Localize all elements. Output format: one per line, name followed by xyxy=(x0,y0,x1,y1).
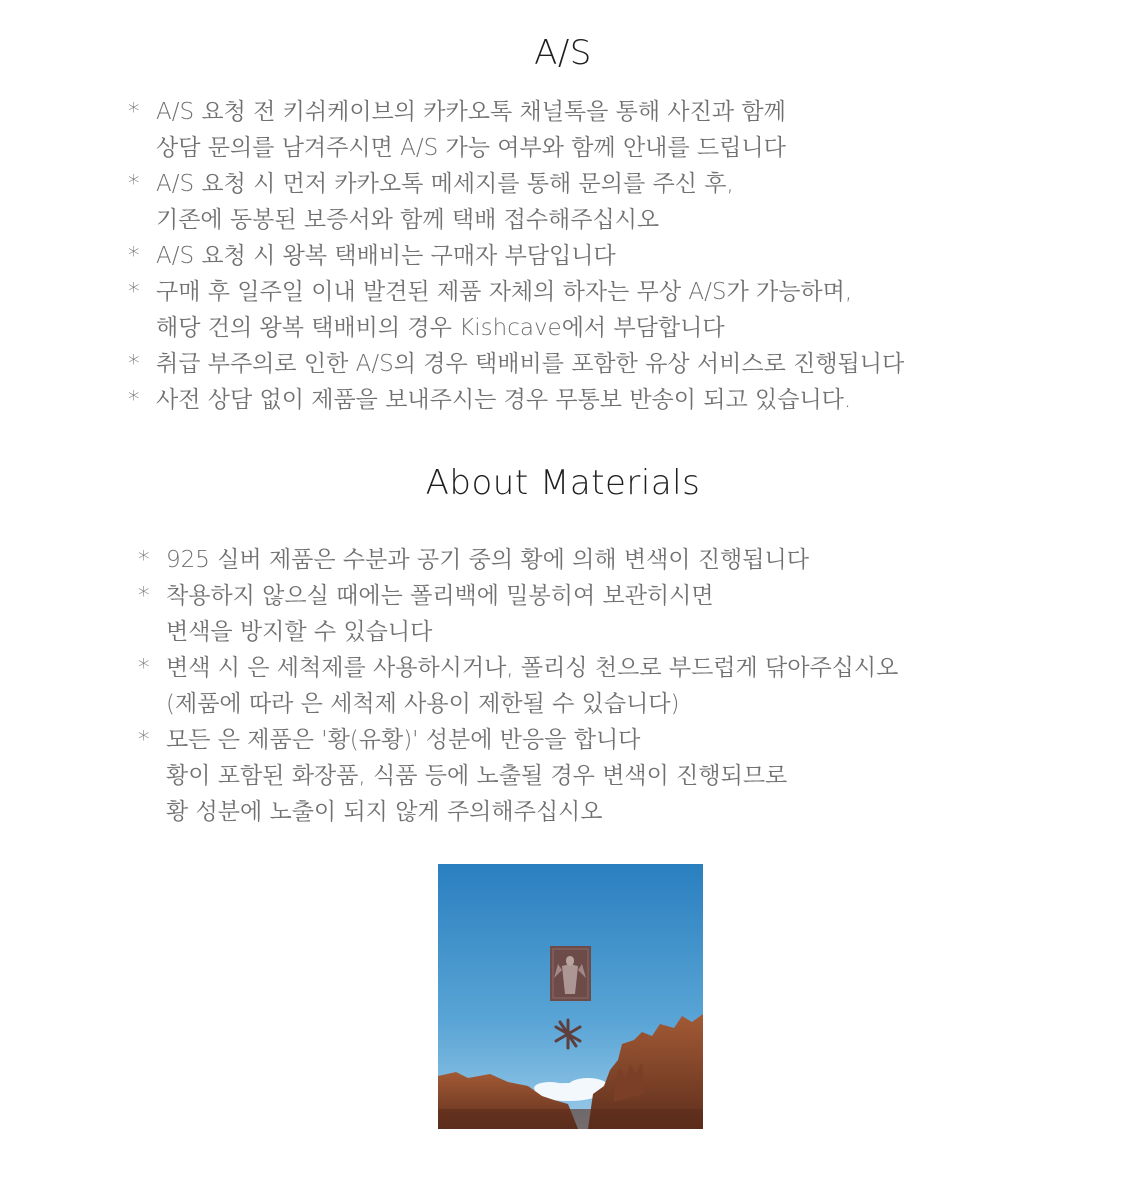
materials-note-line: (제품에 따라 은 세척제 사용이 제한될 수 있습니다) xyxy=(166,691,680,717)
as-note-item xyxy=(128,94,1088,166)
as-notes-list xyxy=(128,94,1088,418)
as-note-line: 기존에 동봉된 보증서와 함께 택배 접수해주십시오 xyxy=(156,207,660,233)
as-note-line: A/S 요청 전 키쉬케이브의 카카오톡 채널톡을 통해 사진과 함께 xyxy=(156,99,786,125)
asterisk-bullet-icon: * xyxy=(128,171,140,197)
as-note-line: 사전 상담 없이 제품을 보내주시는 경우 무통보 반송이 되고 있습니다. xyxy=(156,387,852,413)
asterisk-bullet-icon: * xyxy=(128,387,140,413)
asterisk-bullet-icon: * xyxy=(138,583,150,609)
materials-section-title: About Materials xyxy=(425,463,701,503)
materials-note-item xyxy=(138,722,1098,830)
angel-card-icon xyxy=(550,946,591,1001)
asterisk-bullet-icon: * xyxy=(138,727,150,753)
as-note-item xyxy=(128,166,1088,238)
asterisk-bullet-icon: * xyxy=(138,547,150,573)
materials-note-line: 황 성분에 노출이 되지 않게 주의해주십시오 xyxy=(166,799,603,825)
as-note-line: A/S 요청 시 먼저 카카오톡 메세지를 통해 문의를 주신 후, xyxy=(156,171,734,197)
as-note-line: 상담 문의를 남겨주시면 A/S 가능 여부와 함께 안내를 드립니다 xyxy=(156,135,786,161)
as-note-item xyxy=(128,238,1088,274)
materials-note-item xyxy=(138,650,1098,722)
as-note-line: 취급 부주의로 인한 A/S의 경우 택배비를 포함한 유상 서비스로 진행됩니다 xyxy=(156,351,905,377)
asterisk-bullet-icon: * xyxy=(138,655,150,681)
asterisk-bullet-icon: * xyxy=(128,279,140,305)
asterisk-bullet-icon: * xyxy=(128,243,140,269)
materials-note-line: 변색 시 은 세척제를 사용하시거나, 폴리싱 천으로 부드럽게 닦아주십시오 xyxy=(166,655,899,681)
as-note-item xyxy=(128,382,1088,418)
asterisk-bullet-icon: * xyxy=(128,99,140,125)
product-photo xyxy=(438,864,703,1129)
as-note-item xyxy=(128,346,1088,382)
as-note-line: A/S 요청 시 왕복 택배비는 구매자 부담입니다 xyxy=(156,243,616,269)
materials-note-line: 변색을 방지할 수 있습니다 xyxy=(166,619,433,645)
materials-notes-list xyxy=(138,542,1098,830)
as-section-title: A/S xyxy=(534,33,592,73)
as-note-item xyxy=(128,274,1088,346)
canyon-sky-photo xyxy=(438,864,703,1129)
as-note-line: 해당 건의 왕복 택배비의 경우 Kishcave에서 부담합니다 xyxy=(156,315,725,341)
asterisk-bullet-icon: * xyxy=(128,351,140,377)
as-note-line: 구매 후 일주일 이내 발견된 제품 자체의 하자는 무상 A/S가 가능하며, xyxy=(156,279,853,305)
materials-note-line: 925 실버 제품은 수분과 공기 중의 황에 의해 변색이 진행됩니다 xyxy=(166,547,809,573)
materials-note-item xyxy=(138,578,1098,650)
materials-note-line: 황이 포함된 화장품, 식품 등에 노출될 경우 변색이 진행되므로 xyxy=(166,763,788,789)
materials-note-line: 모든 은 제품은 '황(유황)' 성분에 반응을 합니다 xyxy=(166,727,641,753)
materials-note-item xyxy=(138,542,1098,578)
materials-note-line: 착용하지 않으실 때에는 폴리백에 밀봉히여 보관히시면 xyxy=(166,583,714,609)
